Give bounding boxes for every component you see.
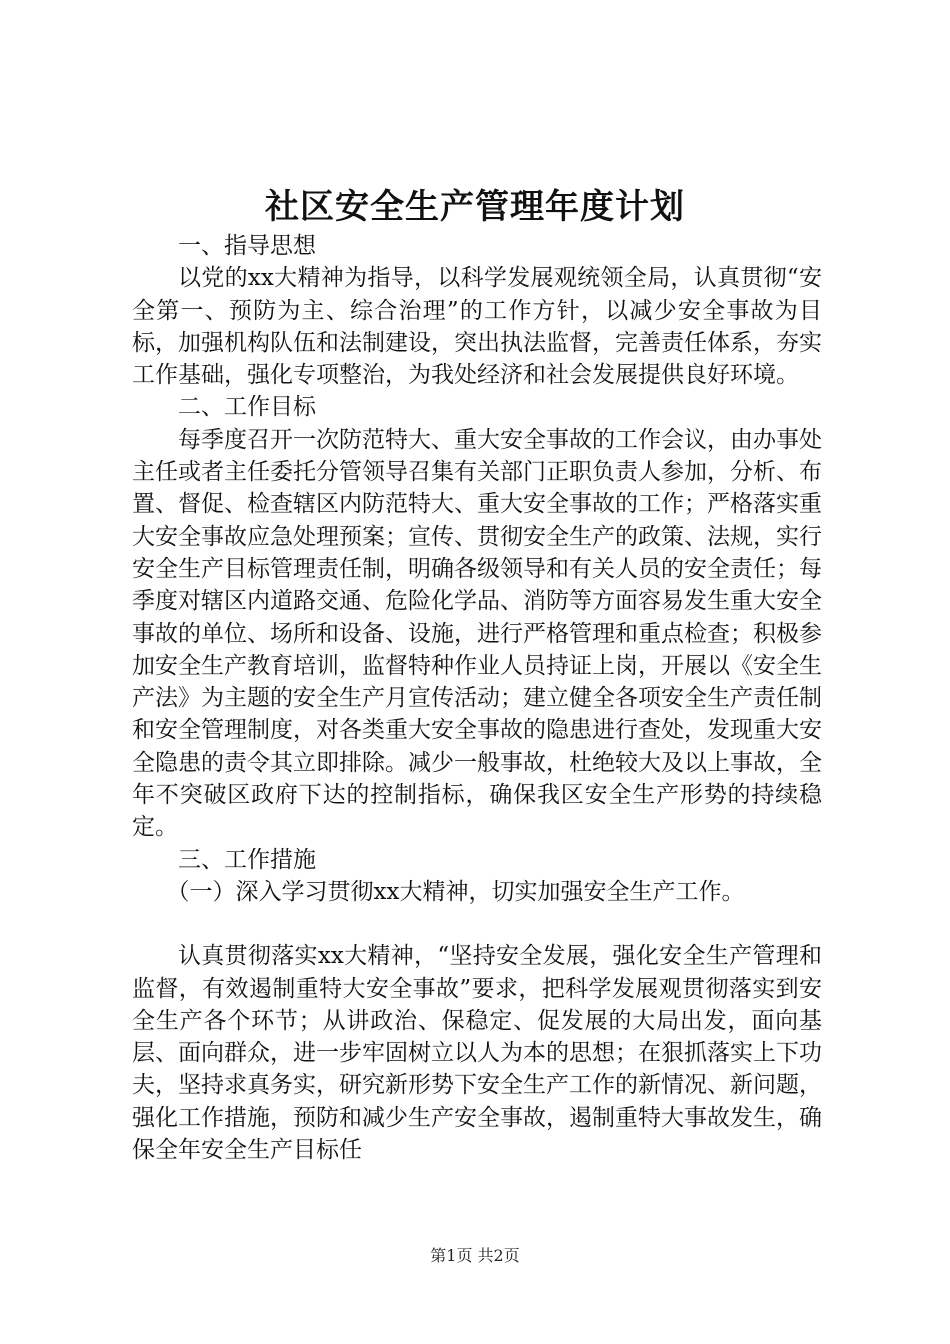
section-heading-guiding-ideology: 一、指导思想 <box>178 233 316 259</box>
paragraph-work-goals: 每季度召开一次防范特大、重大安全事故的工作会议，由办事处主任或者主任委托分管领导召集有关部门正职负责人参加，分析、布置、督促、检查辖区内防范特大、重大安全事故的工作；严格落实重大安全事故应急处理预案；宣传、贯彻安全生产的政策、法规，实行安全生产目标管理责任制，明确各级领导和有关人员的安全责任；每季度对辖区内道路交通、危险化学品、消防等方面容易发生重大安全事故的单位、场所和设备、设施，进行严格管理和重点检查；积极参加安全生产教育培训，监督特种作业人员持证上岗，开展以《安全生产法》为主题的安全生产月宣传活动；建立健全各项安全生产责任制和安全管理制度，对各类重大安全事故的隐患进行查处，发现重大安全隐患的责令其立即排除。减少一般事故，杜绝较大及以上事故，全年不突破区政府下达的控制指标，确保我区安全生产形势的持续稳定。 <box>132 426 822 841</box>
section-heading-work-goals: 二、工作目标 <box>178 394 316 421</box>
paragraph-guiding-ideology: 以党的xx大精神为指导，以科学发展观统领全局，认真贯彻“安全第一、预防为主、综合治理”的工作方针，以减少安全事故为目标，加强机构队伍和法制建设，突出执法监督，完善责任体系，夯实工作基础，强化专项整治，为我处经济和社会发展提供良好环境。 <box>132 265 822 389</box>
blank-line <box>132 908 822 940</box>
document-title: 社区安全生产管理年度计划 <box>265 187 685 227</box>
sub-heading-measure-1: （一）深入学习贯彻xx大精神，切实加强安全生产工作。 <box>166 878 745 905</box>
page-footer: 第1页 共2页 <box>430 1246 520 1265</box>
document-body <box>132 230 822 1166</box>
paragraph-measure-1: 认真贯彻落实xx大精神，“坚持安全发展，强化安全生产管理和监督，有效遏制重特大安全事故”要求，把科学发展观贯彻落实到安全生产各个环节；从讲政治、保稳定、促发展的大局出发，面向基层、面向群众，进一步牢固树立以人为本的思想；在狠抓落实上下功夫，坚持求真务实，研究新形势下安全生产工作的新情况、新问题，强化工作措施，预防和减少生产安全事故，遏制重特大事故发生，确保全年安全生产目标任 <box>132 943 822 1164</box>
section-heading-work-measures: 三、工作措施 <box>178 846 316 873</box>
